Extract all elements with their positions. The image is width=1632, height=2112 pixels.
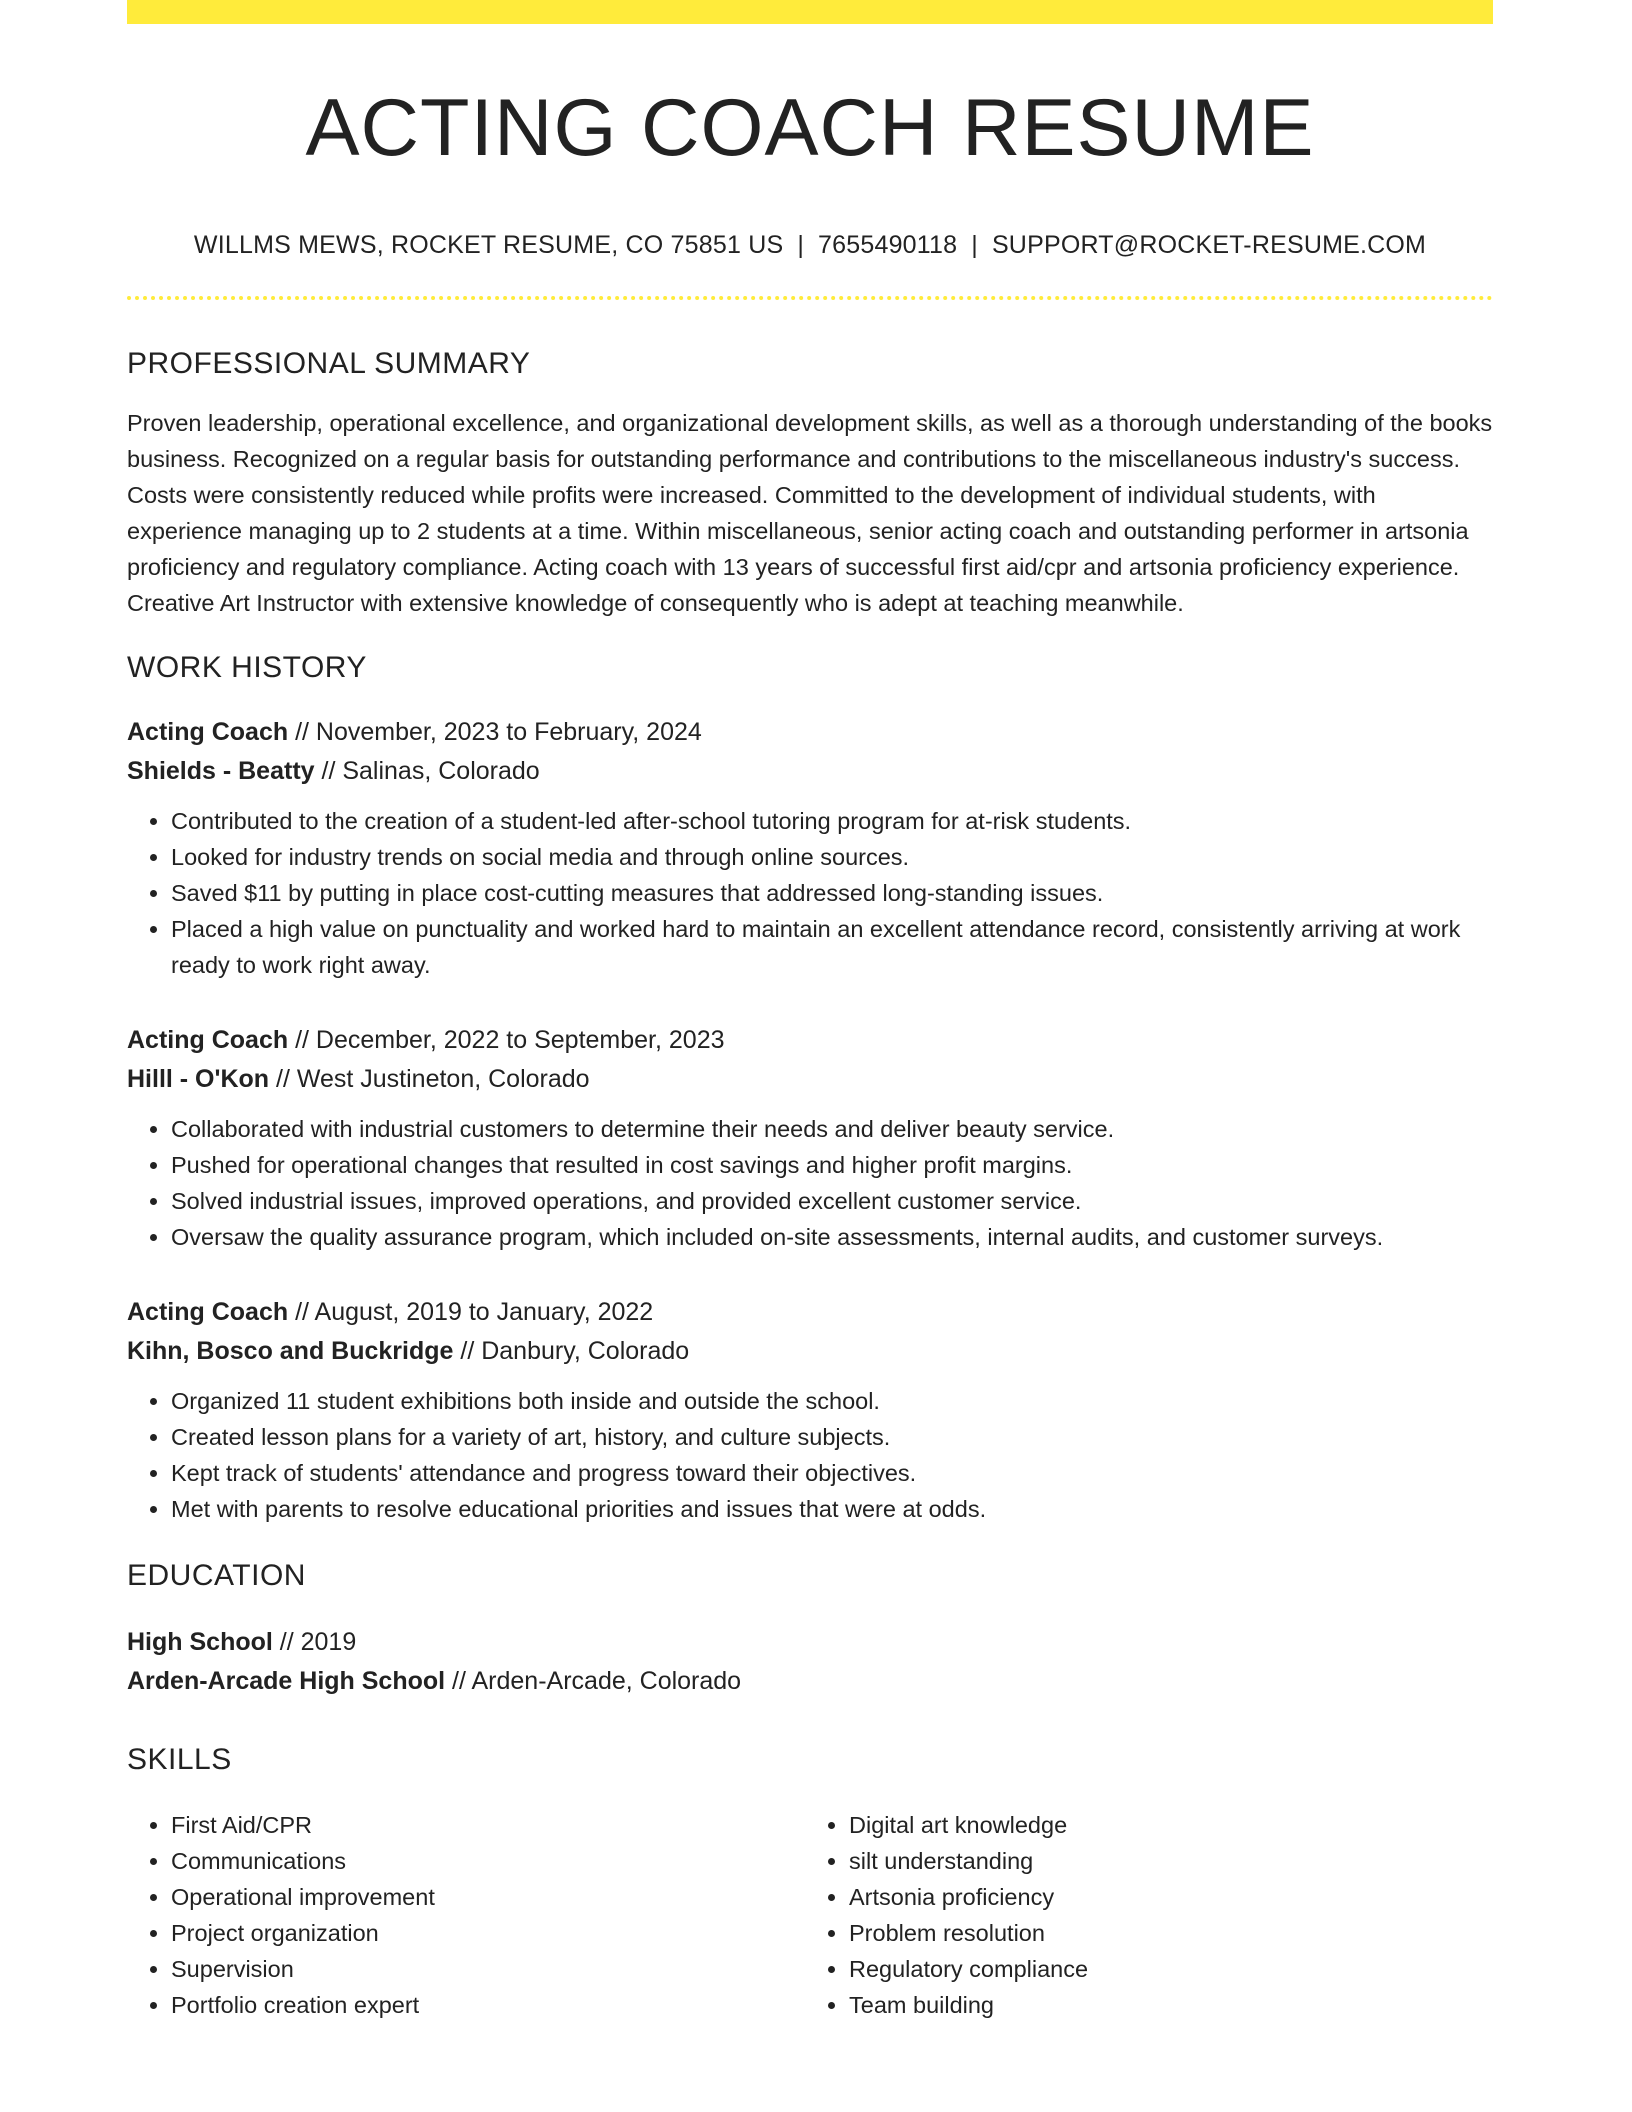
job-location: // West Justineton, Colorado: [269, 1065, 590, 1094]
skill-item: • Digital art knowledge: [849, 1807, 1479, 1843]
job-bullet: • Solved industrial issues, improved operations, and provided excellent customer service.: [171, 1183, 1493, 1219]
job-bullet: • Placed a high value on punctuality and worked hard to maintain an excellent attendance record, consistently arriving at work ready to work right away.: [171, 911, 1493, 983]
job-location: // Salinas, Colorado: [314, 757, 540, 786]
job-bullet: • Met with parents to resolve educational priorities and issues that were at odds.: [171, 1491, 1493, 1527]
summary-heading: PROFESSIONAL SUMMARY: [127, 347, 531, 381]
skill-item: • Supervision: [171, 1951, 801, 1987]
education-school-line: [127, 1662, 1493, 1701]
education-degree: High School: [127, 1628, 273, 1657]
skills-left-column: [127, 1807, 801, 2023]
job-title: Acting Coach: [127, 1026, 289, 1055]
job-bullets: [127, 803, 1493, 983]
skill-item: • Regulatory compliance: [849, 1951, 1479, 1987]
education-year: // 2019: [272, 1628, 357, 1657]
job-entry: [127, 713, 1493, 983]
job-dates: // August, 2019 to January, 2022: [288, 1298, 654, 1327]
job-bullet: • Pushed for operational changes that resulted in cost savings and higher profit margins.: [171, 1147, 1493, 1183]
job-bullet: • Organized 11 student exhibitions both inside and outside the school.: [171, 1383, 1493, 1419]
job-company-line: [127, 1060, 1493, 1099]
job-bullets: [127, 1383, 1493, 1527]
job-bullet: • Created lesson plans for a variety of art, history, and culture subjects.: [171, 1419, 1493, 1455]
contact-separator: |: [797, 231, 805, 260]
contact-address: WILLMS MEWS, ROCKET RESUME, CO 75851 US: [193, 231, 784, 260]
education-degree-line: [127, 1623, 1493, 1662]
job-company-line: [127, 752, 1493, 791]
education-heading: EDUCATION: [127, 1559, 306, 1593]
work-history-heading: WORK HISTORY: [127, 651, 367, 685]
job-title-line: [127, 713, 1493, 752]
skill-item: • First Aid/CPR: [171, 1807, 801, 1843]
skill-item: • Artsonia proficiency: [849, 1879, 1479, 1915]
job-dates: // December, 2022 to September, 2023: [288, 1026, 725, 1055]
resume-page: [127, 0, 1493, 2023]
job-bullet: • Contributed to the creation of a student-led after-school tutoring program for at-risk students.: [171, 803, 1493, 839]
job-title: Acting Coach: [127, 718, 289, 747]
job-location: // Danbury, Colorado: [453, 1337, 690, 1366]
job-company: Hilll - O'Kon: [127, 1065, 270, 1094]
education-school: Arden-Arcade High School: [127, 1667, 446, 1696]
skill-item: • Portfolio creation expert: [171, 1987, 801, 2023]
job-title-line: [127, 1021, 1493, 1060]
job-entry: [127, 1293, 1493, 1527]
skill-item: • Communications: [171, 1843, 801, 1879]
skill-item: • Team building: [849, 1987, 1479, 2023]
job-bullet: • Collaborated with industrial customers to determine their needs and deliver beauty service.: [171, 1111, 1493, 1147]
skills-heading: SKILLS: [127, 1743, 232, 1777]
job-bullets: [127, 1111, 1493, 1255]
job-title-line: [127, 1293, 1493, 1332]
resume-title: ACTING COACH RESUME: [305, 83, 1315, 173]
dotted-divider: [127, 296, 1493, 300]
skills-right-column: [801, 1807, 1479, 2023]
education-entry: [127, 1623, 1493, 1701]
skill-item: • Operational improvement: [171, 1879, 801, 1915]
job-company-line: [127, 1332, 1493, 1371]
education-location: // Arden-Arcade, Colorado: [445, 1667, 742, 1696]
skill-item: • silt understanding: [849, 1843, 1479, 1879]
job-bullet: • Saved $11 by putting in place cost-cutting measures that addressed long-standing issues.: [171, 875, 1493, 911]
job-company: Shields - Beatty: [127, 757, 315, 786]
job-bullet: • Looked for industry trends on social media and through online sources.: [171, 839, 1493, 875]
accent-top-bar: [127, 0, 1493, 24]
skill-item: • Project organization: [171, 1915, 801, 1951]
contact-email: SUPPORT@ROCKET-RESUME.COM: [991, 231, 1427, 260]
skills-grid: [127, 1807, 1493, 2023]
job-bullet: • Oversaw the quality assurance program, which included on-site assessments, internal audits, and customer surveys.: [171, 1219, 1493, 1255]
job-company: Kihn, Bosco and Buckridge: [127, 1337, 454, 1366]
job-entry: [127, 1021, 1493, 1255]
contact-line: [127, 231, 1493, 260]
contact-separator: |: [971, 231, 978, 260]
job-bullet: • Kept track of students' attendance and progress toward their objectives.: [171, 1455, 1493, 1491]
skill-item: • Problem resolution: [849, 1915, 1479, 1951]
job-dates: // November, 2023 to February, 2024: [288, 718, 702, 747]
contact-phone: 7655490118: [818, 231, 958, 260]
job-title: Acting Coach: [127, 1298, 289, 1327]
summary-text: Proven leadership, operational excellence, and organizational development skills, as well as a thorough understanding of the books business. Recognized on a regular basis for outstanding performance and contributions to the miscellaneous industry's success. Costs were consistently reduced while profits were increased. Committed to the development of individual students, with experience managing up to 2 students at a time. Within miscellaneous, senior acting coach and outstanding performer in artsonia proficiency and regulatory compliance. Acting coach with 13 years of successful first aid/cpr and artsonia proficiency experience. Creative Art Instructor with extensive knowledge of consequently who is adept at teaching meanwhile.: [127, 410, 1493, 617]
